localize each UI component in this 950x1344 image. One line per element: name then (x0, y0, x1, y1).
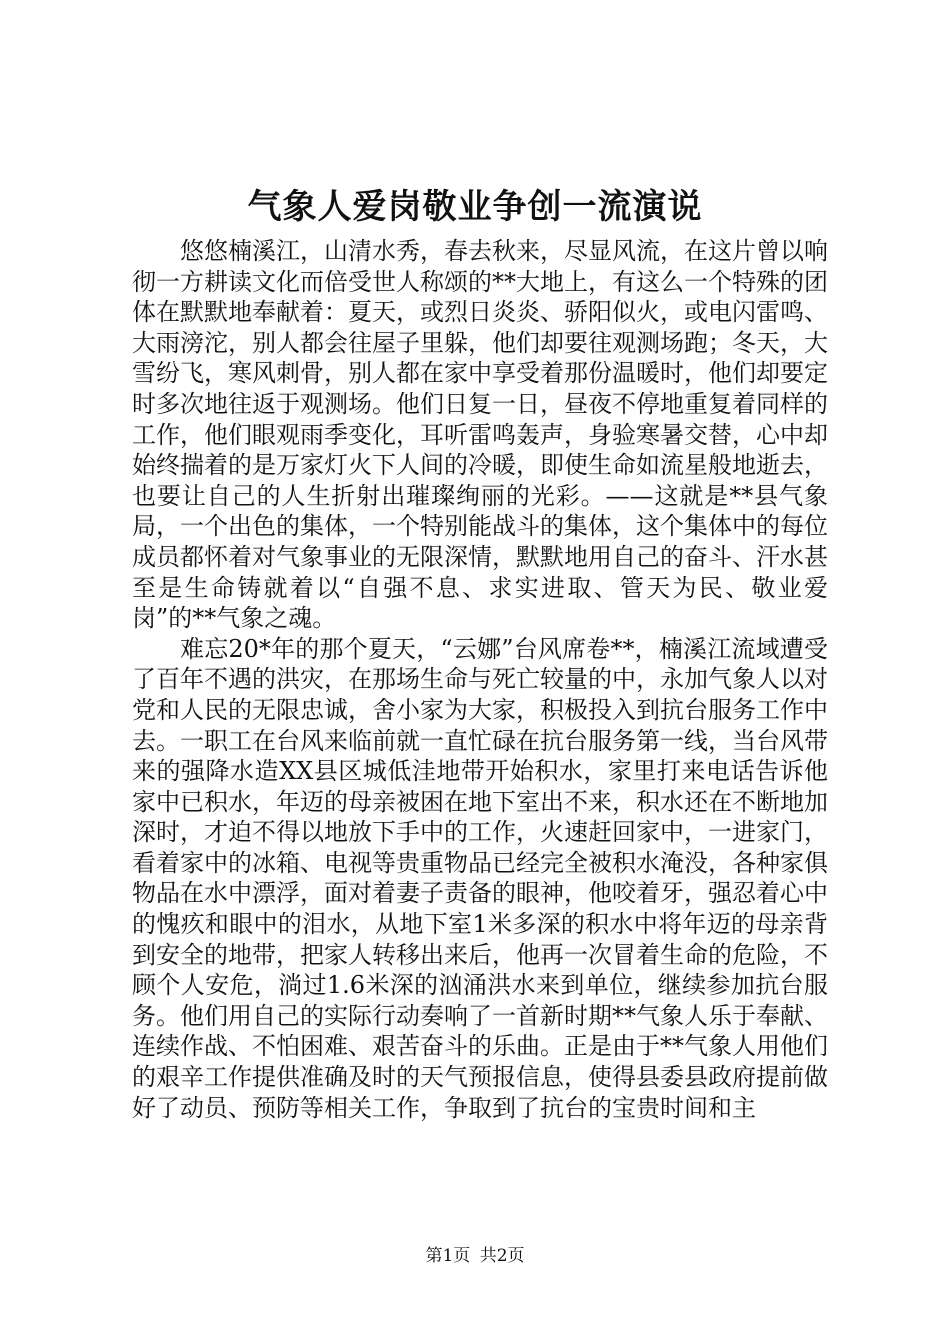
page-number: 第1页 (425, 1246, 471, 1266)
document-title: 气象人爱岗敬业争创一流演说 (247, 187, 703, 227)
paragraph: 难忘20*年的那个夏天，“云娜”台风席卷**，楠溪江流域遭受了百年不遇的洪灾，在那场生命与死亡较量的中，永加气象人以对党和人民的无限忠诚，舍小家为大家，积极投入到抗台服务工作中去。一职工在台风来临前就一直忙碌在抗台服务第一线，当台风带来的强降水造XX县区城低洼地带开始积水，家里打来电话告诉他家中已积水，年迈的母亲被困在地下室出不来，积水还在不断地加深时，才迫不得以地放下手中的工作，火速赶回家中，一进家门，看着家中的冰箱、电视等贵重物品已经完全被积水淹没，各种家俱物品在水中漂浮，面对着妻子责备的眼神，他咬着牙，强忍着心中的愧疚和眼中的泪水，从地下室1米多深的积水中将年迈的母亲背到安全的地带，把家人转移出来后，他再一次冒着生命的危险，不顾个人安危，淌过1.6米深的汹涌洪水来到单位，继续参加抗台服务。他们用自己的实际行动奏响了一首新时期**气象人乐于奉献、连续作战、不怕困难、艰苦奋斗的乐曲。正是由于**气象人用他们的艰辛工作提供准确及时的天气预报信息，使得县委县政府提前做好了动员、预防等相关工作，争取到了抗台的宝贵时间和主 (132, 634, 828, 1122)
document-body (132, 236, 828, 1123)
page-total: 共2页 (479, 1246, 525, 1266)
page-footer (0, 1244, 950, 1268)
paragraph: 悠悠楠溪江，山清水秀，春去秋来，尽显风流，在这片曾以响彻一方耕读文化而倍受世人称颂的**大地上，有这么一个特殊的团体在默默地奉献着：夏天，或烈日炎炎、骄阳似火，或电闪雷鸣、大雨滂沱，别人都会往屋子里躲，他们却要往观测场跑；冬天，大雪纷飞，寒风刺骨，别人都在家中享受着那份温暖时，他们却要定时多次地往返于观测场。他们日复一日，昼夜不停地重复着同样的工作，他们眼观雨季变化，耳听雷鸣轰声，身验寒暑交替，心中却始终揣着的是万家灯火下人间的冷暖，即使生命如流星般地逝去，也要让自己的人生折射出璀璨绚丽的光彩。——这就是**县气象局，一个出色的集体，一个特别能战斗的集体，这个集体中的每位成员都怀着对气象事业的无限深情，默默地用自己的奋斗、汗水甚至是生命铸就着以“自强不息、求实进取、管天为民、敬业爱岗”的**气象之魂。 (132, 237, 828, 633)
